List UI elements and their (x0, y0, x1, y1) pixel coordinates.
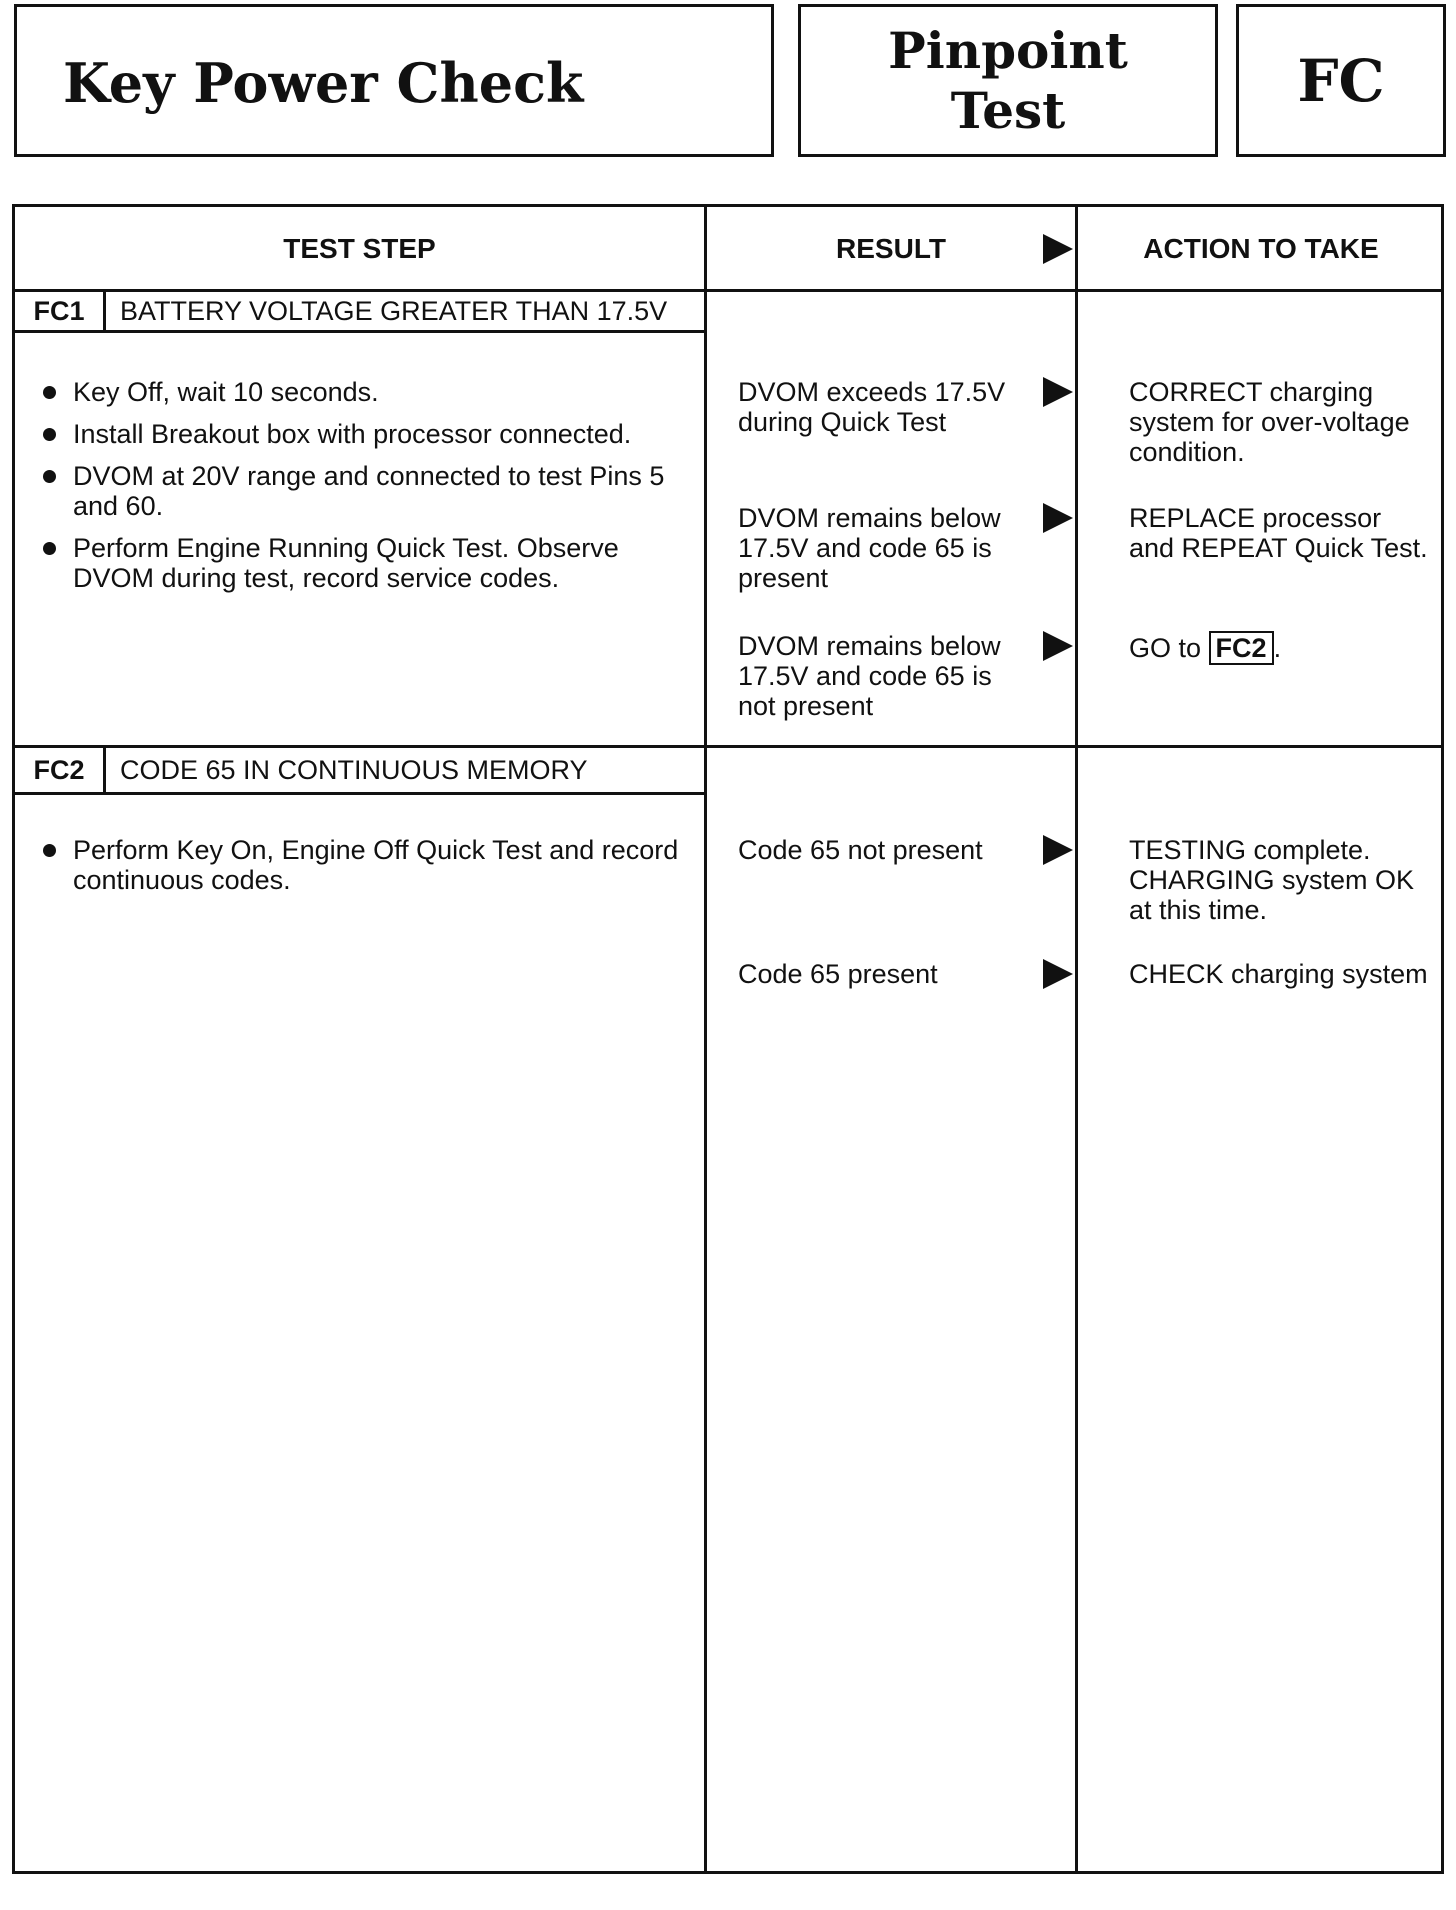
step-fc1-code: FC1 (15, 292, 106, 330)
test-code: FC (1297, 47, 1385, 115)
fc2-action-1: TESTING complete. CHARGING system OK at this time. (1129, 835, 1415, 925)
list-item: Install Breakout box with processor connected. (43, 419, 683, 449)
result-header-label: RESULT (836, 233, 946, 264)
list-item: DVOM at 20V range and connected to test Pins 5 and 60. (43, 461, 683, 521)
fc1-action-2: REPLACE processor and REPEAT Quick Test. (1129, 503, 1428, 563)
list-item: Key Off, wait 10 seconds. (43, 377, 683, 407)
fc1-action-3 (1129, 631, 1429, 665)
fc1-result-3: DVOM remains below 17.5V and code 65 is not present (738, 631, 1001, 721)
result-header (707, 207, 1075, 291)
step-fc2-title: CODE 65 IN CONTINUOUS MEMORY (120, 754, 588, 785)
step-fc1-bullets (43, 377, 683, 605)
fc2-action-2: CHECK charging system (1129, 959, 1428, 989)
pinpoint-label-line2: Test (950, 81, 1066, 140)
pinpoint-label-line1: Pinpoint (888, 21, 1128, 80)
test-step-header: TEST STEP (283, 233, 436, 264)
test-code-box (1236, 4, 1446, 157)
action-header: ACTION TO TAKE (1143, 233, 1379, 264)
fc1-result-3-arrow-icon (1043, 631, 1073, 661)
step-fc1-label (12, 289, 707, 333)
test-table (12, 204, 1444, 1874)
fc2-result-2: Code 65 present (738, 959, 938, 989)
column-divider (1075, 207, 1078, 1871)
pinpoint-test-label (801, 21, 1215, 141)
page-title: Key Power Check (63, 51, 584, 115)
column-divider (704, 207, 707, 1871)
fc1-action-3-suffix: . (1273, 633, 1282, 663)
step-fc1-title: BATTERY VOLTAGE GREATER THAN 17.5V (120, 295, 668, 326)
title-box (14, 4, 774, 157)
fc1-action-1: CORRECT charging system for over-voltage condition. (1129, 377, 1410, 467)
fc2-result-2-arrow-icon (1043, 959, 1073, 989)
fc1-action-3-prefix: GO to (1129, 633, 1202, 663)
result-arrow-icon (1043, 234, 1073, 264)
fc2-result-1-arrow-icon (1043, 835, 1073, 865)
fc1-result-2: DVOM remains below 17.5V and code 65 is present (738, 503, 1001, 593)
fc1-result-1-arrow-icon (1043, 377, 1073, 407)
fc2-reference[interactable]: FC2 (1209, 631, 1274, 665)
list-item: Perform Engine Running Quick Test. Observe DVOM during test, record service codes. (43, 533, 683, 593)
step-fc2-bullets (43, 835, 683, 907)
step-fc2-label (12, 745, 707, 795)
pinpoint-test-box (798, 4, 1218, 157)
step-fc2-code: FC2 (15, 748, 106, 792)
fc1-result-2-arrow-icon (1043, 503, 1073, 533)
fc2-result-1: Code 65 not present (738, 835, 983, 865)
fc1-result-1: DVOM exceeds 17.5V during Quick Test (738, 377, 1006, 437)
list-item: Perform Key On, Engine Off Quick Test and record continuous codes. (43, 835, 683, 895)
